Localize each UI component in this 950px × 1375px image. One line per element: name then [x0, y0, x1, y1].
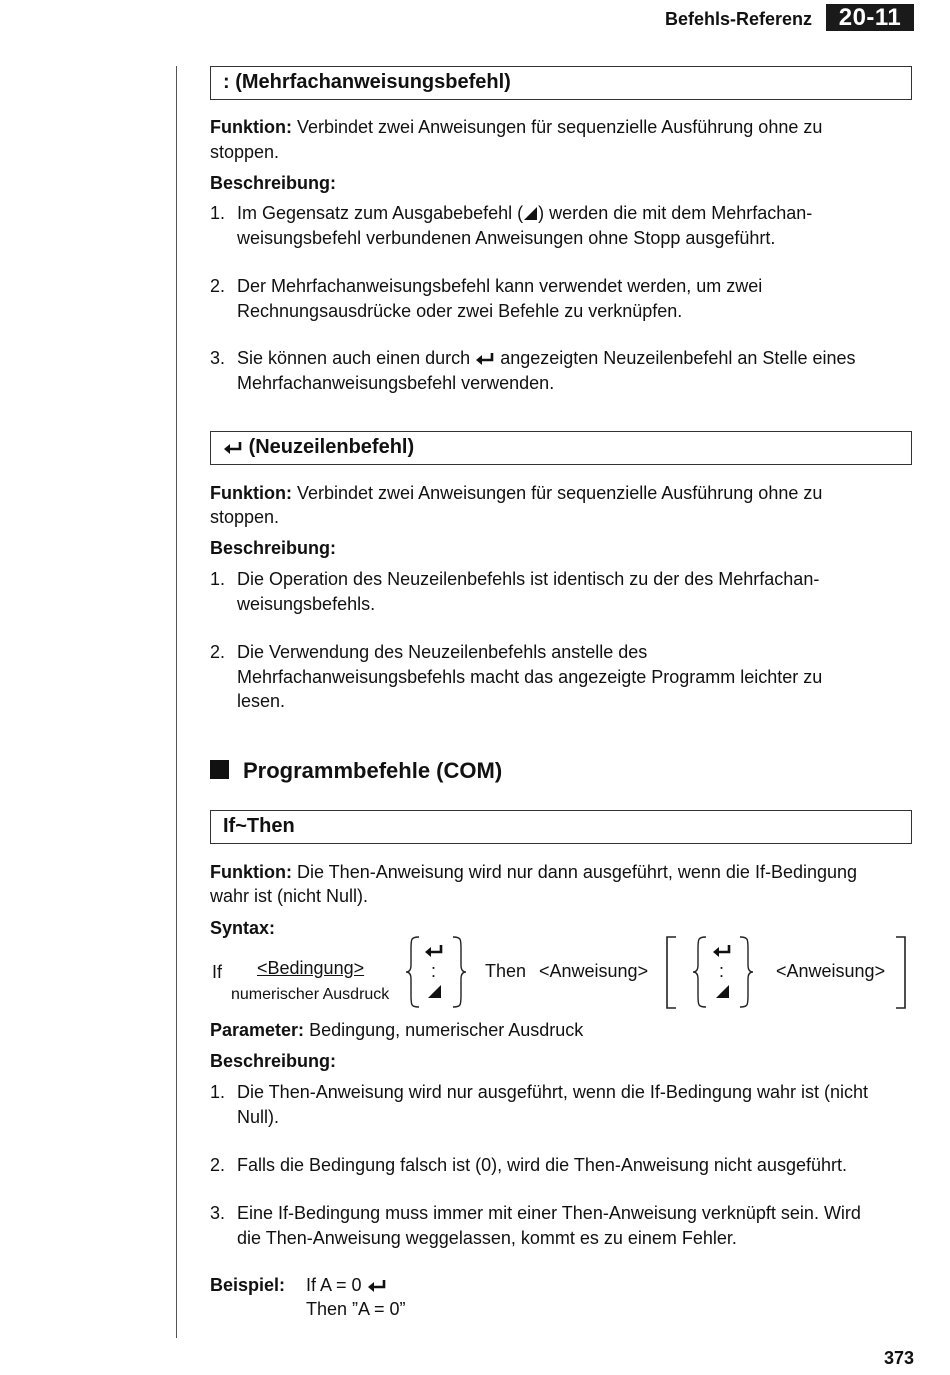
beschreibung-label: Beschreibung:	[210, 173, 337, 193]
return-arrow-icon	[223, 441, 243, 455]
list-number: 2.	[210, 1155, 226, 1175]
return-arrow-icon	[367, 1279, 387, 1293]
newline-funktion	[210, 481, 822, 506]
section-heading-newline	[210, 431, 912, 465]
list-item-text: die Then-Anweisung weggelassen, kommt es zu einem Fehler.	[237, 1227, 737, 1248]
list-item	[237, 567, 917, 616]
list-item-text: Mehrfachanweisungsbefehl verwenden.	[237, 372, 555, 393]
chapter-page-badge: 20-11	[826, 4, 914, 31]
list-number: 3.	[210, 1203, 226, 1223]
list-item-text: weisungsbefehls.	[237, 593, 376, 614]
section-heading-ifthen: If~Then	[210, 810, 912, 844]
list-item-text: Die Operation des Neuzeilenbefehls ist identisch zu der des Mehrfachan-	[237, 569, 820, 589]
funktion-text: Verbindet zwei Anweisungen für sequenzielle Ausführung ohne zu	[297, 483, 823, 503]
list-item-text: Rechnungsausdrücke oder zwei Befehle zu verknüpfen.	[237, 300, 683, 321]
list-item-text: Eine If-Bedingung muss immer mit einer Then-Anweisung verknüpft sein. Wird	[237, 1203, 861, 1223]
list-item	[237, 1153, 917, 1178]
list-item-text: Null).	[237, 1106, 280, 1127]
list-item-text: Die Verwendung des Neuzeilenbefehls anstelle des	[237, 642, 648, 662]
funktion-label: Funktion:	[210, 117, 292, 137]
list-item	[237, 1080, 917, 1129]
section-heading-multistatement: : (Mehrfachanweisungsbefehl)	[210, 66, 912, 100]
multi-funktion	[210, 115, 822, 140]
parameter-text: Bedingung, numerischer Ausdruck	[309, 1020, 584, 1040]
syntax-anweisung-1: <Anweisung>	[539, 961, 649, 981]
list-item-text: Mehrfachanweisungsbefehls macht das angezeigte Programm leichter zu	[237, 666, 823, 687]
beispiel-code: If A = 0	[306, 1275, 362, 1295]
parameter-line	[210, 1018, 583, 1043]
list-number: 1.	[210, 569, 226, 589]
syntax-if: If	[212, 962, 223, 982]
running-header-title: Befehls-Referenz	[664, 9, 812, 29]
ifthen-funktion-cont: wahr ist (nicht Null).	[210, 886, 369, 906]
list-item	[237, 640, 917, 714]
section-title	[210, 758, 502, 784]
list-item-text: Der Mehrfachanweisungsbefehl kann verwendet werden, um zwei	[237, 276, 763, 296]
list-item-text: weisungsbefehl verbundenen Anweisungen ohne Stopp ausgeführt.	[237, 227, 776, 248]
list-item-text: lesen.	[237, 691, 286, 711]
funktion-label: Funktion:	[210, 483, 292, 503]
return-arrow-icon	[475, 352, 495, 366]
syntax-colon: :	[431, 961, 437, 981]
list-number: 1.	[210, 203, 226, 223]
list-item-text: Die Then-Anweisung wird nur ausgeführt, wenn die If-Bedingung wahr ist (nicht	[237, 1082, 869, 1102]
parameter-label: Parameter:	[210, 1020, 305, 1040]
syntax-numerischer-ausdruck: numerischer Ausdruck	[231, 986, 390, 1003]
list-number: 3.	[210, 348, 226, 368]
beispiel-label: Beispiel:	[210, 1275, 286, 1295]
heading-text: (Neuzeilenbefehl)	[248, 436, 415, 458]
list-number: 2.	[210, 642, 226, 662]
beschreibung-label: Beschreibung:	[210, 1051, 337, 1071]
return-arrow-icon	[712, 944, 732, 958]
page-number: 373	[883, 1348, 914, 1368]
newline-funktion-cont: stoppen.	[210, 507, 280, 527]
list-item	[237, 1201, 917, 1250]
display-triangle-icon	[523, 206, 538, 221]
beispiel-line-2: Then ”A = 0”	[306, 1299, 406, 1319]
syntax-bedingung: <Bedingung>	[257, 958, 365, 978]
funktion-label: Funktion:	[210, 862, 292, 882]
ifthen-funktion	[210, 860, 857, 885]
display-triangle-icon	[427, 984, 442, 999]
list-item	[237, 201, 917, 250]
list-item-text: Falls die Bedingung falsch ist (0), wird die Then-Anweisung nicht ausgeführt.	[237, 1155, 847, 1175]
list-item	[237, 346, 917, 395]
section-title-text: Programmbefehle (COM)	[243, 758, 503, 783]
beispiel-line-1	[306, 1273, 387, 1298]
funktion-text: Verbindet zwei Anweisungen für sequenzielle Ausführung ohne zu	[297, 117, 823, 137]
display-triangle-icon	[715, 984, 730, 999]
list-item-text: Sie können auch einen durch	[237, 348, 471, 368]
margin-rule	[176, 66, 177, 1338]
list-item-text: Im Gegensatz zum Ausgabebefehl (	[237, 203, 524, 223]
syntax-colon: :	[719, 961, 725, 981]
list-item	[237, 274, 917, 323]
return-arrow-icon	[424, 944, 444, 958]
multi-funktion-cont: stoppen.	[210, 142, 280, 162]
list-number: 2.	[210, 276, 226, 296]
syntax-then: Then	[485, 961, 527, 981]
funktion-text: Die Then-Anweisung wird nur dann ausgeführt, wenn die If-Bedingung	[297, 862, 858, 882]
list-item-text: angezeigten Neuzeilenbefehl an Stelle eines	[500, 348, 856, 368]
square-bullet-icon	[210, 760, 229, 779]
syntax-label: Syntax:	[210, 918, 276, 938]
beschreibung-label: Beschreibung:	[210, 538, 337, 558]
list-number: 1.	[210, 1082, 226, 1102]
syntax-anweisung-2: <Anweisung>	[776, 961, 886, 981]
list-item-text: ) werden die mit dem Mehrfachan-	[538, 203, 813, 223]
